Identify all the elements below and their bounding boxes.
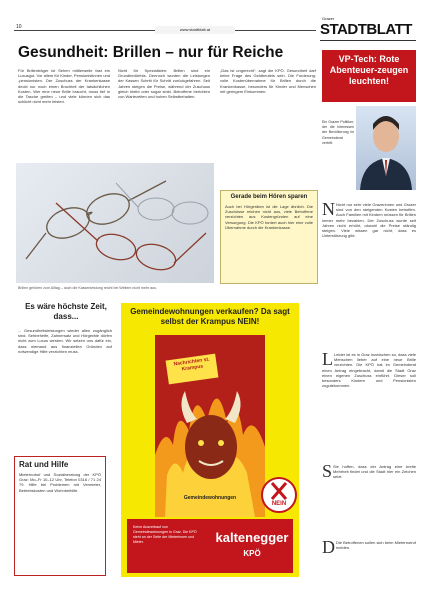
krampus-ad <box>121 303 299 577</box>
ad-footer <box>127 519 293 573</box>
nein-stamp <box>261 477 297 513</box>
portrait-caption: Ein Grazer Politiker, der die Interessen der Bevölkerung im Gemeinderat vertritt. <box>322 120 354 145</box>
dropcap-n: N <box>322 202 335 219</box>
cross-mark-icon <box>263 481 295 503</box>
site-url: www.stadtblatt.at <box>155 26 235 34</box>
stadtblatt-logo <box>320 16 416 39</box>
ad-candidate-name: kaltenegger <box>215 530 289 545</box>
help-box <box>14 456 106 576</box>
kicker-heading: Es wäre höchste Zeit, dass... <box>25 302 107 321</box>
red-headline-box: VP-Tech: Rote Abenteuer-zeugen leuchten! <box>322 50 416 102</box>
right-col-p2 <box>322 352 416 462</box>
right-col-p1 <box>322 202 416 350</box>
page-number: 10 <box>16 24 22 30</box>
info-box-text: Auch bei Hörgeräten ist die Lage ähnlich. Die Zuschüsse reichen nicht aus, viele Betroffene verzichten aus Kostengründen auf eine Versorgung. Die KPÖ fordert auch hier eine volle Übernahme durch die Krankenkasse. <box>225 204 313 230</box>
logo-over: Grazer <box>322 16 335 21</box>
glasses-illustration <box>16 163 214 283</box>
ad-headline: Gemeindewohnungen verkaufen? Da sagt selbst der Krampus NEIN! <box>130 307 290 326</box>
photo-caption: Brillen gehören zum Alltag – doch die Kassenleistung reicht bei Weitem nicht mehr aus. <box>18 286 157 290</box>
dropcap-s: S <box>322 464 333 481</box>
portrait-illustration <box>356 106 416 190</box>
ad-card-label: Nachrichten st. Krampus <box>173 356 210 373</box>
dropcap-l: L <box>322 352 333 369</box>
ad-party: KPÖ <box>243 549 261 558</box>
article-col-3: „Das ist ungerecht“, sagt die KPÖ. Gesundheit darf keine Frage des Geldbeutels sein. Die Forderung: volle Kostenübernahme für Brillen durch die Krankenkasse, besonders für Kinder und Menschen mit geringem Einkommen. <box>220 68 316 94</box>
headline: Gesundheit: Brillen – nur für Reiche <box>18 44 284 61</box>
kicker-text: ... Gesundheitsleistungen wieder allen zugänglich sind. Sehbehelfe, Zahnersatz und Hörgeräte dürfen nicht zum Luxus werden. Wir setzen uns dafür ein, dass niemand aus finanziellen Gründen auf notwendige Hilfe verzichten muss. <box>18 328 112 354</box>
right-col-p4 <box>322 540 416 580</box>
article-col-1: Für Brillenträger ist Sehen mittlerweile fast ein Luxusgut. Vor allem für Kinder, Pensionistinnen und -pensionisten. Der Zuschuss der Krankenkasse deckt nur noch einen Bruchteil der tatsächlichen Kosten. Wer eine neue Brille braucht, muss tief in die Tasche greifen – und viele können sich das schlicht nicht mehr leisten. <box>18 68 110 105</box>
glasses-photo <box>16 163 214 283</box>
stamp-text: NEIN <box>271 501 287 507</box>
help-title: Rat und Hilfe <box>19 460 69 469</box>
politician-portrait <box>356 106 416 190</box>
logo-rule <box>320 40 416 41</box>
ad-footer-text: Keine Ausverkauf von Gemeindewohnungen in Graz. Die KPÖ steht an der Seite der Mieterinnen und Mieter. <box>133 525 197 544</box>
info-box <box>220 190 318 284</box>
right-col-p1-text: Nicht nur sehr viele Grazerinnen und Grazer sind von den steigenden Kosten betroffen. Auch Familien mit Kindern müssen für Brillen immer mehr bezahlen. Der Zuschuss wurde seit Jahren nicht erhöht, obwohl die Preise ständig steigen. Viele wissen gar nicht, dass es Unterstützung gibt. <box>322 202 416 239</box>
krampus-card <box>155 335 265 517</box>
right-col-p2-text: Leider ist es in Graz inzwischen so, dass viele Menschen lieber auf eine neue Brille verzichten. Die KPÖ hat im Gemeinderat einen Antrag eingebracht, damit die Stadt Graz einen eigenen Zuschuss einführt. Dieser soll besonders Kindern und Pensionisten zugutekommen. <box>322 352 416 389</box>
article-col-2: Nicht für Spezialisten: Brillen sind ein Grundbedürfnis. Dennoch wurden die Leistungen der Kassen Schritt für Schritt zurückgefahren. Seit Jahren steigen die Preise, während der Zuschuss gleich bleibt oder sogar sinkt. Betroffene berichten von Wartezeiten und hohen Selbstbehalten. <box>118 68 210 100</box>
right-col-p3-text: Sie hoffen, dass der Antrag eine breite Mehrheit findet und die Stadt hier ein Zeichen setzt. <box>333 464 416 480</box>
dropcap-d: D <box>322 540 335 557</box>
logo-text: STADTBLATT <box>320 21 412 38</box>
right-col-p4-text: Die Betroffenen sollen sich beim Mieternotruf melden. <box>336 540 416 551</box>
info-box-title: Gerade beim Hören sparen <box>230 194 308 200</box>
ad-card-bottom: Gemeindewohnungen <box>183 495 237 501</box>
help-text: Mieternotruf und Sozialberatung der KPÖ Graz: Mo–Fr 10–12 Uhr, Telefon 0316 / 71 24 79. Hilfe bei Problemen mit Vermieter, Betriebskosten und Wohnbeihilfe. <box>19 472 101 493</box>
right-col-p3 <box>322 464 416 536</box>
